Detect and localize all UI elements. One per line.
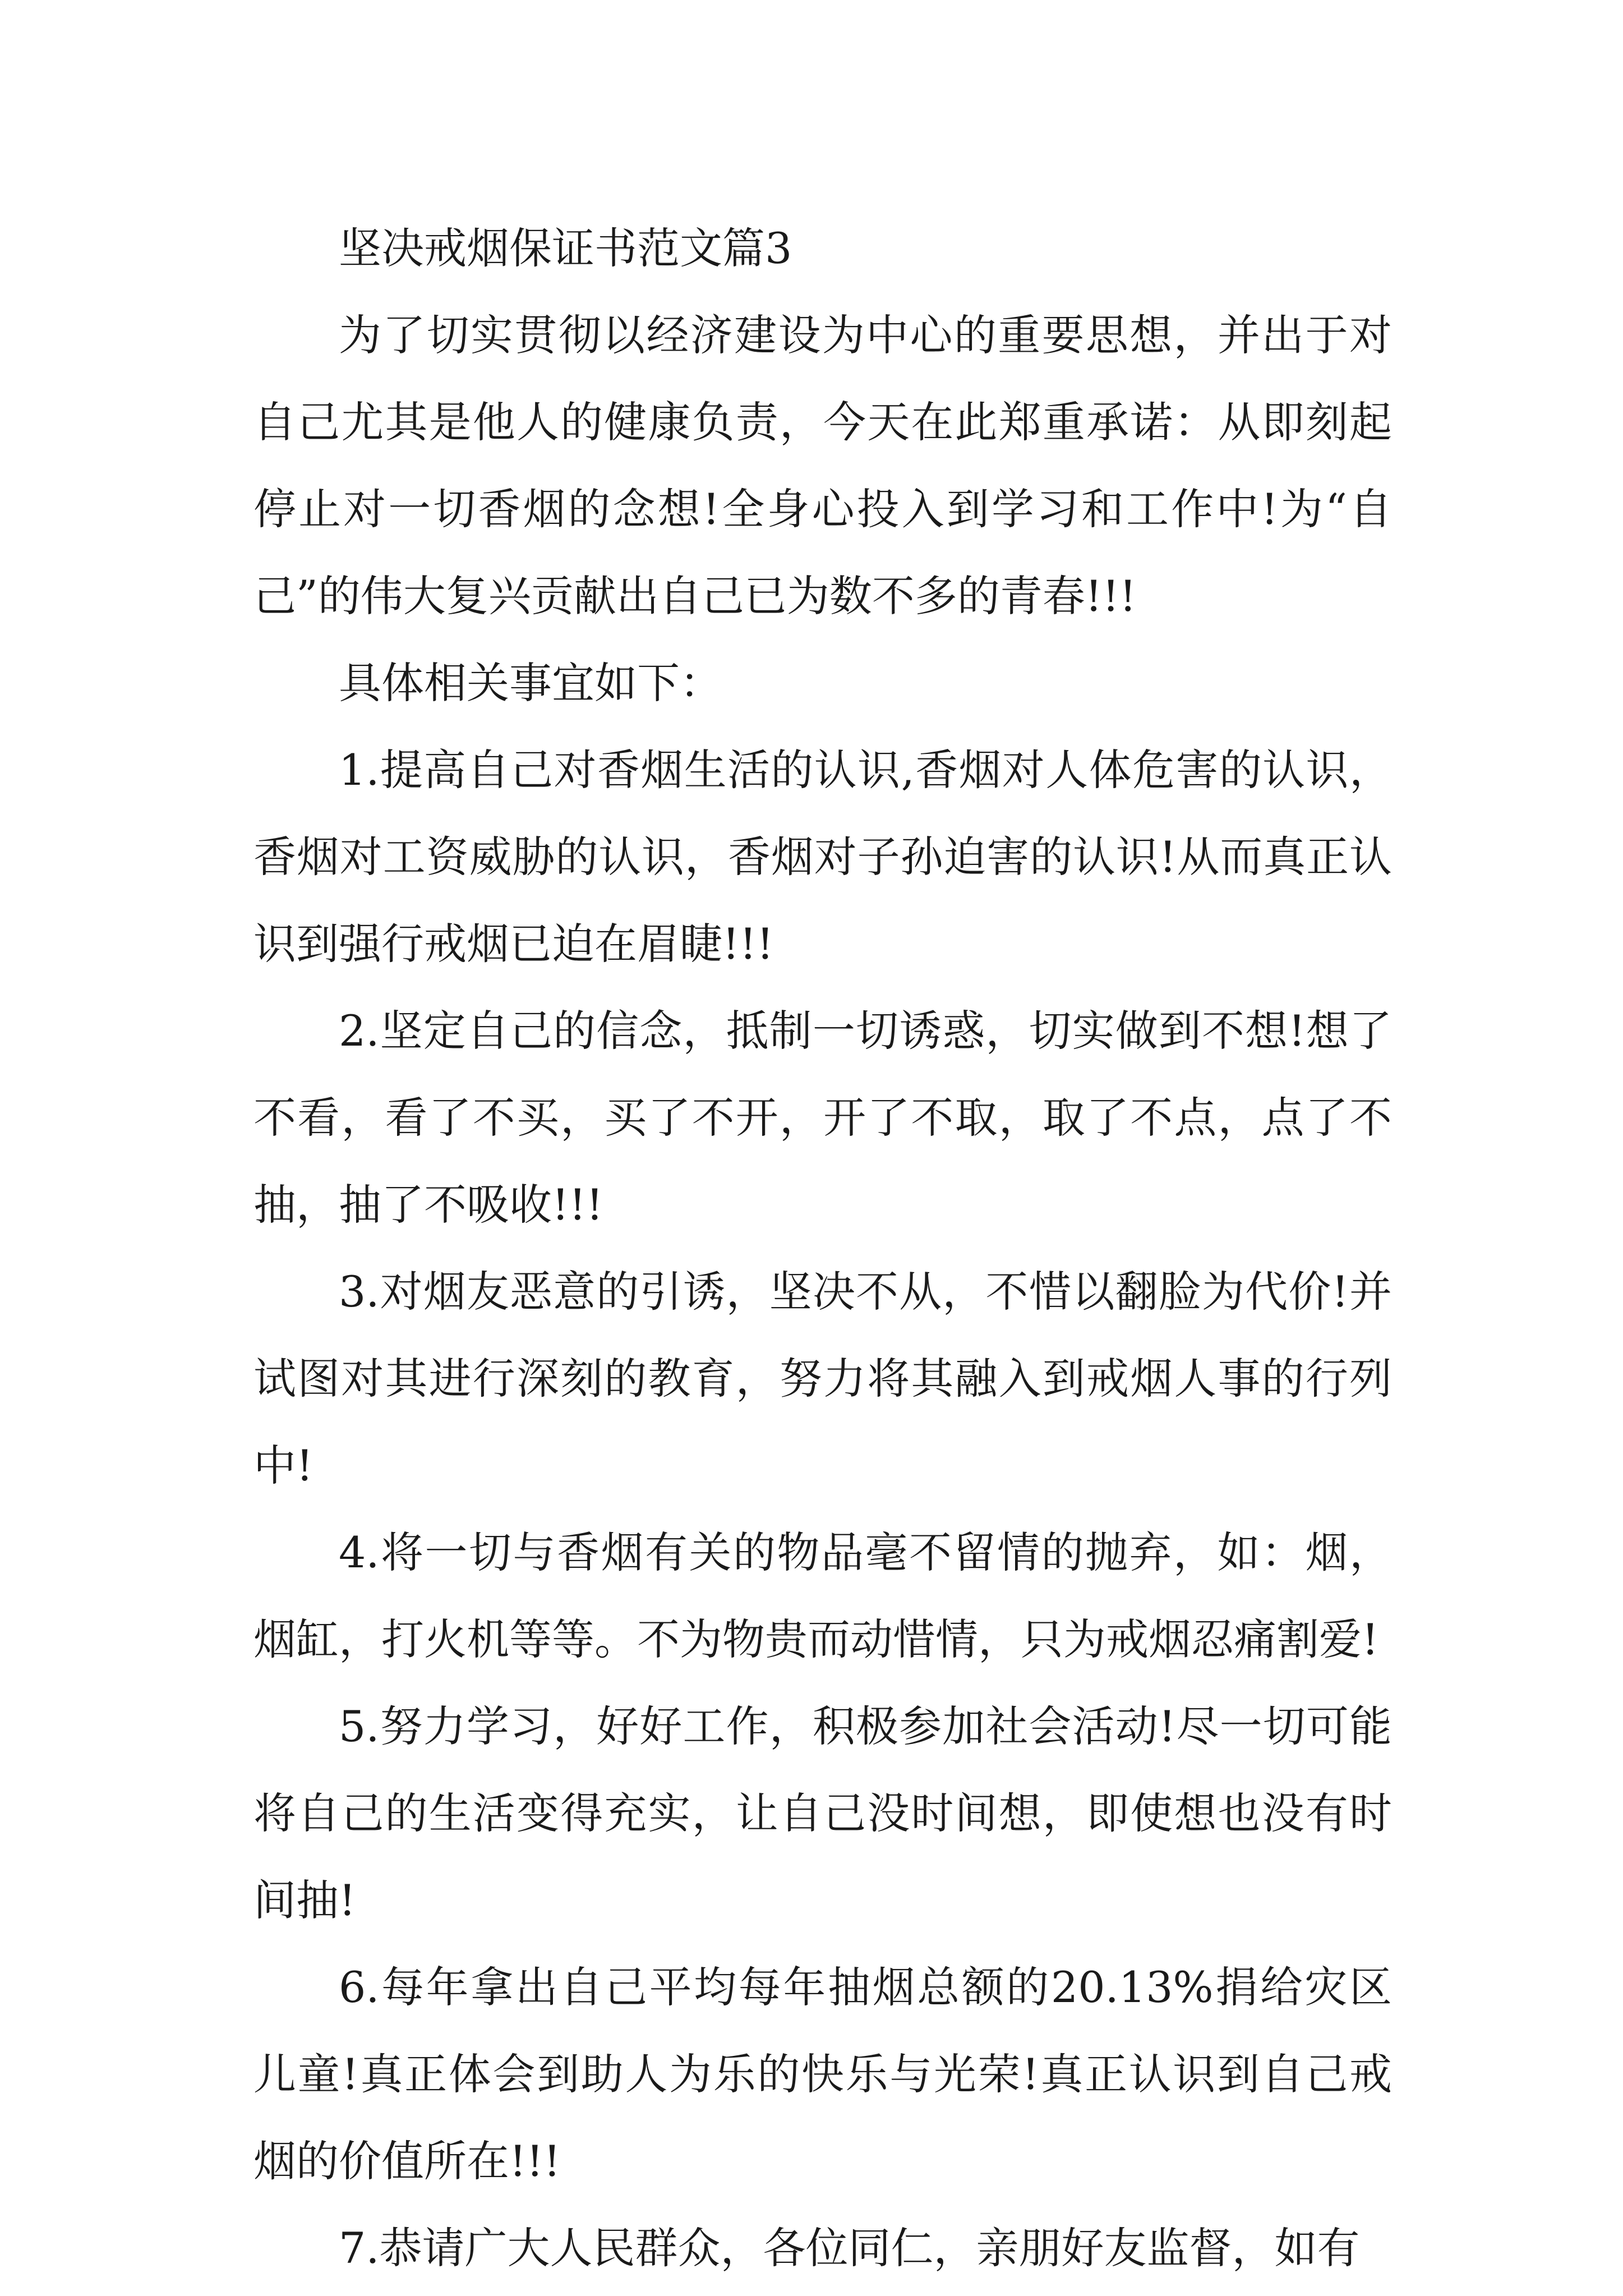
list-item-4: 4.将一切与香烟有关的物品毫不留情的抛弃，如：烟，烟缸，打火机等等。不为物贵而动惜情，只为戒烟忍痛割爱! xyxy=(253,1527,1392,1664)
list-item-2: 2.坚定自己的信念，抵制一切诱惑，切实做到不想!想了不看，看了不买，买了不开，开了不取，取了不点，点了不抽，抽了不吸收!!! xyxy=(253,1006,1392,1230)
list-item-5: 5.努力学习，好好工作，积极参加社会活动!尽一切可能将自己的生活变得充实，让自己没时间想，即使想也没有时间抽! xyxy=(253,1701,1392,1925)
list-item-6: 6.每年拿出自己平均每年抽烟总额的20.13%捐给灾区儿童!真正体会到助人为乐的快乐与光荣!真正认识到自己戒烟的价值所在!!! xyxy=(253,1962,1392,2186)
paragraph-intro: 为了切实贯彻以经济建设为中心的重要思想，并出于对自己尤其是他人的健康负责，今天在此郑重承诺：从即刻起停止对一切香烟的念想!全身心投入到学习和工作中!为“自己”的伟大复兴贡献出自己已为数不多的青春!!! xyxy=(253,310,1392,621)
list-item-1: 1.提高自己对香烟生活的认识,香烟对人体危害的认识，香烟对工资威胁的认识，香烟对子孙迫害的认识!从而真正认识到强行戒烟已迫在眉睫!!! xyxy=(253,745,1392,969)
document-body xyxy=(253,205,1392,2292)
paragraph-details-heading: 具体相关事宜如下： xyxy=(339,658,722,708)
list-item-3: 3.对烟友恶意的引诱，坚决不从，不惜以翻脸为代价!并试图对其进行深刻的教育，努力将其融入到戒烟人事的行列中! xyxy=(253,1267,1392,1490)
document-title: 坚决戒烟保证书范文篇3 xyxy=(339,223,792,273)
list-item-7: 7.恭请广大人民群众，各位同仁，亲朋好友监督，如有 xyxy=(339,2223,1360,2273)
